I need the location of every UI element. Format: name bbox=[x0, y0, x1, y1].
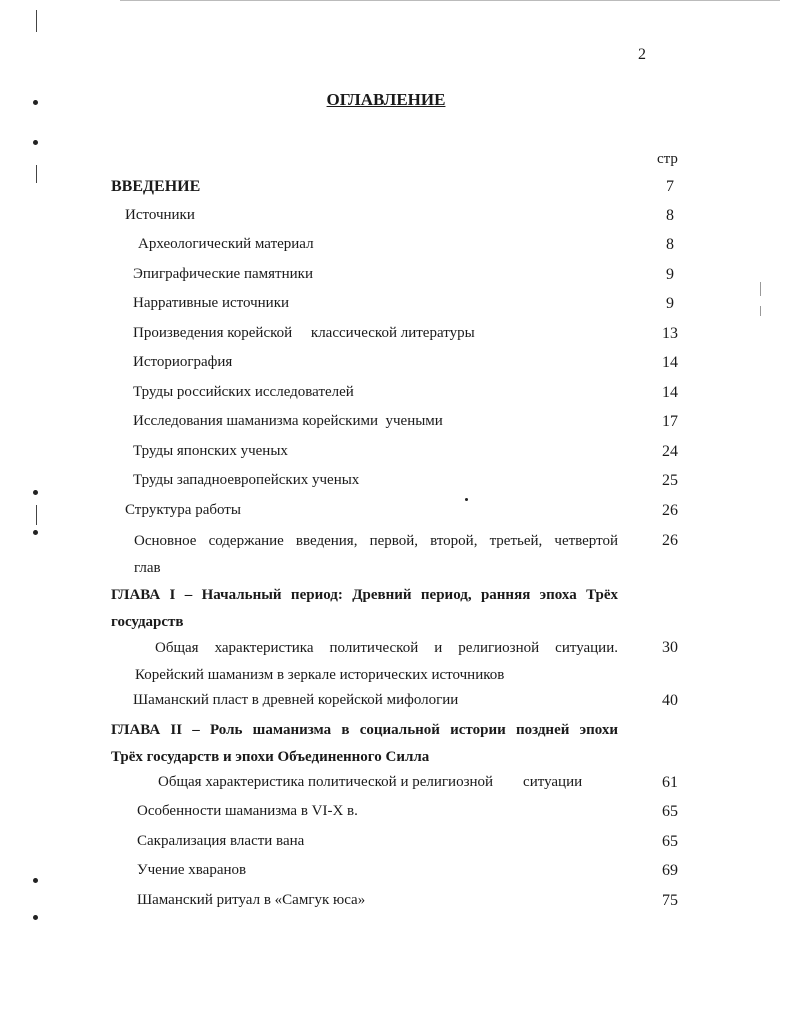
toc-entry-page: 24 bbox=[662, 443, 678, 460]
toc-entry bbox=[0, 325, 792, 349]
toc-entry-title: Шаманский ритуал в «Самгук юса» bbox=[137, 892, 366, 908]
toc-entry-page: 26 bbox=[662, 502, 678, 519]
toc-entry bbox=[0, 443, 792, 467]
toc-entry-title: Учение хваранов bbox=[137, 862, 247, 878]
toc-entry bbox=[0, 862, 792, 886]
toc-entry-page: 30 bbox=[662, 639, 678, 656]
toc-entry bbox=[0, 295, 792, 319]
toc-entry-page: 65 bbox=[662, 833, 678, 850]
toc-entry-page: 8 bbox=[666, 207, 674, 224]
toc-entry-title: Произведения корейской классической литературы bbox=[133, 325, 475, 341]
scan-artifact bbox=[465, 498, 468, 501]
toc-entry bbox=[0, 207, 792, 231]
toc-entry-title: Особенности шаманизма в VI-X в. bbox=[137, 803, 358, 819]
toc-entry-line: Общая характеристика политической и религиозной ситуации. bbox=[155, 640, 618, 656]
toc-entry-page: 8 bbox=[666, 236, 674, 253]
toc-entry-page: 26 bbox=[662, 532, 678, 549]
chapter-heading bbox=[111, 582, 618, 636]
scan-artifact bbox=[33, 530, 38, 535]
toc-entry-page: 9 bbox=[666, 266, 674, 283]
toc-entry bbox=[0, 384, 792, 408]
toc-entry-title: Сакрализация власти вана bbox=[137, 833, 305, 849]
scan-artifact bbox=[33, 140, 38, 145]
toc-entry bbox=[0, 178, 792, 202]
toc-entry-page: 65 bbox=[662, 803, 678, 820]
toc-entry-page: 14 bbox=[662, 384, 678, 401]
toc-entry-title: Источники bbox=[125, 207, 195, 223]
chapter-heading bbox=[111, 717, 618, 771]
toc-entry-title: Исследования шаманизма корейскими учеными bbox=[133, 413, 443, 429]
toc-entry bbox=[0, 413, 792, 437]
toc-entry-title: Общая характеристика политической и религиозной ситуации bbox=[158, 774, 583, 790]
toc-entry bbox=[0, 692, 792, 716]
chapter-heading-line: ГЛАВА I – Начальный период: Древний период, ранняя эпоха Трёх bbox=[111, 587, 618, 603]
toc-entry bbox=[0, 502, 792, 526]
toc-entry-title: Структура работы bbox=[125, 502, 241, 518]
toc-entry-title: Нарративные источники bbox=[133, 295, 290, 311]
toc-entry-title: Шаманский пласт в древней корейской мифологии bbox=[133, 692, 459, 708]
toc-entry-page: 13 bbox=[662, 325, 678, 342]
toc-entry-title: Эпиграфические памятники bbox=[133, 266, 313, 282]
scan-top-edge bbox=[120, 0, 780, 1]
toc-entry bbox=[0, 833, 792, 857]
toc-entry bbox=[0, 472, 792, 496]
toc-entry-page: 7 bbox=[666, 178, 674, 195]
toc-entry bbox=[0, 803, 792, 827]
toc-entry-title bbox=[155, 635, 618, 662]
toc-entry-page: 17 bbox=[662, 413, 678, 430]
scan-artifact bbox=[36, 10, 37, 32]
toc-entry-page: 69 bbox=[662, 862, 678, 879]
toc-entry-title bbox=[134, 528, 618, 582]
toc-entry-title: Историография bbox=[133, 354, 233, 370]
toc-entry-title: Труды японских ученых bbox=[133, 443, 288, 459]
toc-entry-title: ВВЕДЕНИЕ bbox=[111, 178, 201, 195]
page-number: 2 bbox=[638, 46, 646, 63]
toc-entry-page: 9 bbox=[666, 295, 674, 312]
toc-entry bbox=[0, 774, 792, 798]
toc-entry bbox=[0, 236, 792, 260]
toc-entry-title: Труды российских исследователей bbox=[133, 384, 354, 400]
toc-entry-page: 75 bbox=[662, 892, 678, 909]
toc-entry-page: 61 bbox=[662, 774, 678, 791]
toc-entry bbox=[0, 354, 792, 378]
toc-entry bbox=[0, 892, 792, 916]
chapter-heading-line: ГЛАВА II – Роль шаманизма в социальной истории поздней эпохи bbox=[111, 722, 618, 738]
toc-entry-line: глав bbox=[134, 560, 161, 576]
chapter-heading-line: государств bbox=[111, 614, 184, 630]
toc-entry bbox=[0, 266, 792, 290]
page-title: ОГЛАВЛЕНИЕ bbox=[326, 90, 446, 109]
toc-entry-title: Труды западноевропейских ученых bbox=[133, 472, 360, 488]
toc-entry-page: 14 bbox=[662, 354, 678, 371]
chapter-heading-line: Трёх государств и эпохи Объединенного Силла bbox=[111, 749, 430, 765]
toc-entry-page: 40 bbox=[662, 692, 678, 709]
page-column-header: стр bbox=[657, 151, 678, 167]
toc-entry-title: Археологический материал bbox=[138, 236, 314, 252]
toc-entry-page: 25 bbox=[662, 472, 678, 489]
toc-entry-line: Корейский шаманизм в зеркале исторических источников bbox=[135, 667, 505, 683]
toc-entry-line: Основное содержание введения, первой, второй, третьей, четвертой bbox=[134, 533, 618, 549]
